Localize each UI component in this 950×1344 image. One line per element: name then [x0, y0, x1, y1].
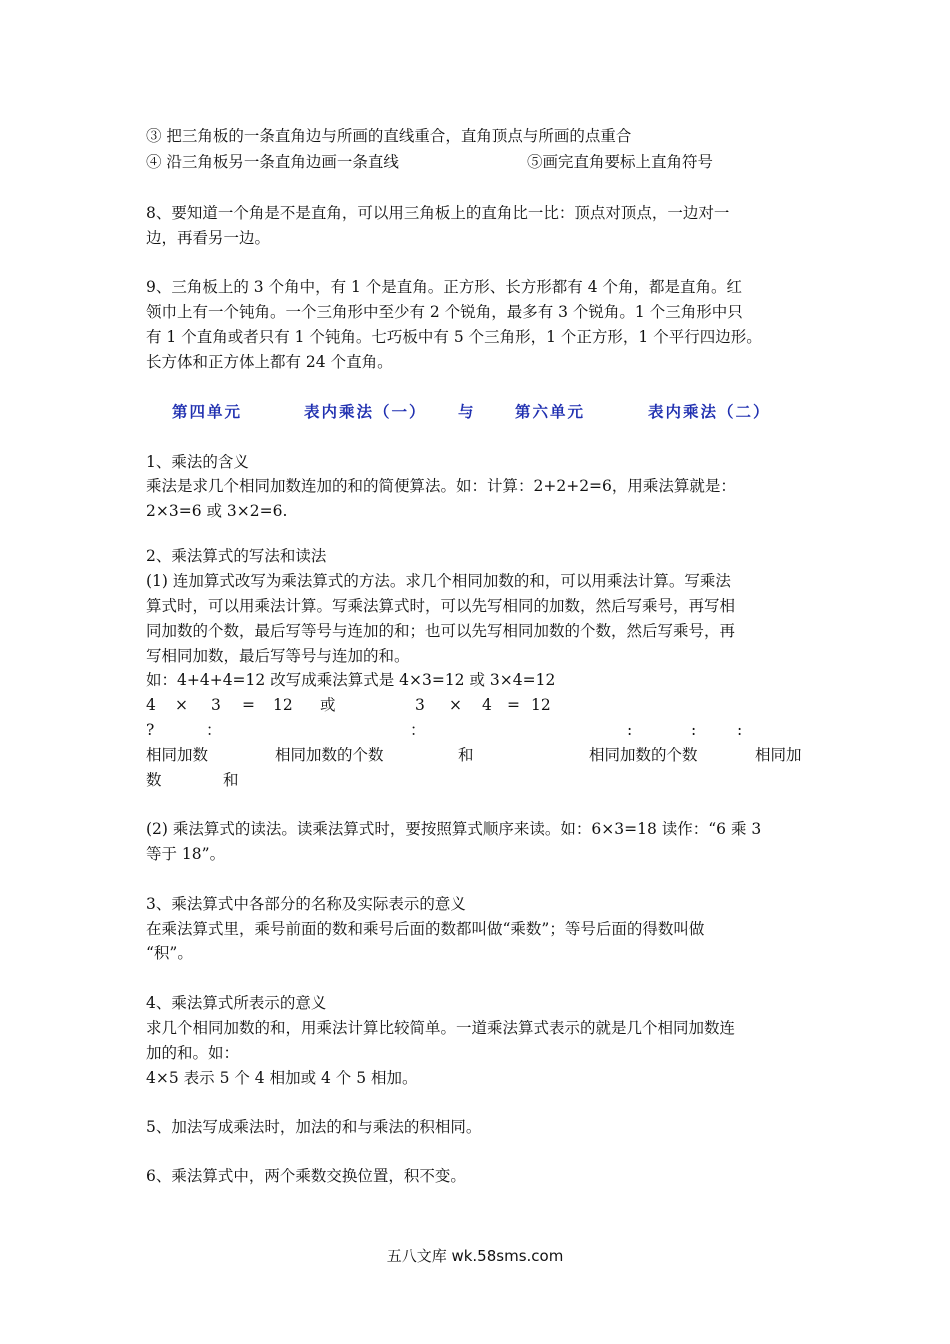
- section-4-line-2: 加的和。如：: [146, 1044, 240, 1062]
- section-2-example: 如：4+4+4=12 改写成乘法算式是 4×3=12 或 3×4=12: [146, 671, 556, 689]
- eq-mark: ：: [206, 721, 222, 739]
- eq-left-term: 3: [211, 696, 221, 714]
- footer-watermark: 五八文库 wk.58sms.com: [386, 1247, 564, 1265]
- section-3-line-2: “积”。: [146, 944, 193, 962]
- eq-label: 数: [146, 771, 162, 789]
- section-2-p1-line-2: 算式时，可以用乘法计算。写乘法算式时，可以先写相同的加数，然后写乘号，再写相: [146, 597, 736, 615]
- eq-right-term: 4: [482, 696, 492, 714]
- eq-mark: :: [627, 721, 633, 739]
- eq-left-term: 4: [146, 696, 156, 714]
- section-1-line-1: 乘法是求几个相同加数连加的和的简便算法。如：计算：2+2+2=6，用乘法算就是：: [146, 477, 736, 495]
- eq-mark: ?: [146, 721, 155, 739]
- section-1-line-2: 2×3=6 或 3×2=6.: [146, 502, 288, 520]
- section-2-p1-line-3: 同加数的个数，最后写等号与连加的和；也可以先写相同加数的个数，然后写乘号，再: [146, 622, 736, 640]
- eq-label: 相同加数的个数: [275, 746, 384, 764]
- eq-mark: :: [691, 721, 697, 739]
- item-8-line-1: 8、要知道一个角是不是直角，可以用三角板上的直角比一比：顶点对顶点，一边对一: [146, 204, 730, 222]
- step-4: ④ 沿三角板另一条直角边画一条直线: [146, 153, 399, 171]
- item-9-line-4: 长方体和正方体上都有 24 个直角。: [146, 353, 393, 371]
- step-3: ③ 把三角板的一条直角边与所画的直线重合，直角顶点与所画的点重合: [146, 127, 632, 145]
- eq-left-times: ×: [175, 696, 188, 714]
- item-9-line-2: 领巾上有一个钝角。一个三角形中至少有 2 个锐角，最多有 3 个锐角。1 个三角形中只: [146, 303, 743, 321]
- heading-unit-6: 第六单元: [515, 403, 586, 421]
- section-2-p2-line-2: 等于 18”。: [146, 845, 226, 863]
- heading-title-1: 表内乘法（一）: [304, 403, 427, 421]
- eq-right-result: 12: [531, 696, 551, 714]
- eq-or: 或: [320, 696, 336, 714]
- eq-left-result: 12: [273, 696, 293, 714]
- section-4-line-3: 4×5 表示 5 个 4 相加或 4 个 5 相加。: [146, 1069, 418, 1087]
- eq-mark: :: [737, 721, 743, 739]
- eq-label: 相同加: [755, 746, 802, 764]
- heading-and: 与: [458, 403, 476, 421]
- item-9-line-1: 9、三角板上的 3 个角中，有 1 个是直角。正方形、长方形都有 4 个角，都是直角。红: [146, 278, 743, 296]
- eq-label: 和: [458, 746, 474, 764]
- eq-label: 和: [223, 771, 239, 789]
- section-3-title: 3、乘法算式中各部分的名称及实际表示的意义: [146, 895, 466, 913]
- section-4-title: 4、乘法算式所表示的意义: [146, 994, 327, 1012]
- section-2-title: 2、乘法算式的写法和读法: [146, 547, 327, 565]
- section-3-line-1: 在乘法算式里，乘号前面的数和乘号后面的数都叫做“乘数”；等号后面的得数叫做: [146, 920, 705, 938]
- section-5-text: 5、加法写成乘法时，加法的和与乘法的积相同。: [146, 1118, 482, 1136]
- section-2-p1-line-1: (1) 连加算式改写为乘法算式的方法。求几个相同加数的和，可以用乘法计算。写乘法: [146, 572, 731, 590]
- section-1-title: 1、乘法的含义: [146, 453, 249, 471]
- eq-right-equals: =: [507, 696, 520, 714]
- heading-unit-4: 第四单元: [172, 403, 243, 421]
- eq-left-equals: =: [242, 696, 255, 714]
- heading-title-2: 表内乘法（二）: [648, 403, 771, 421]
- eq-right-term: 3: [415, 696, 425, 714]
- step-5: ⑤画完直角要标上直角符号: [527, 153, 714, 171]
- item-8-line-2: 边，再看另一边。: [146, 229, 271, 247]
- eq-label: 相同加数: [146, 746, 209, 764]
- section-2-p1-line-4: 写相同加数，最后写等号与连加的和。: [146, 647, 410, 665]
- section-4-line-1: 求几个相同加数的和，用乘法计算比较简单。一道乘法算式表示的就是几个相同加数连: [146, 1019, 736, 1037]
- item-9-line-3: 有 1 个直角或者只有 1 个钝角。七巧板中有 5 个三角形，1 个正方形，1 个平行四边形。: [146, 328, 762, 346]
- section-2-p2-line-1: (2) 乘法算式的读法。读乘法算式时，要按照算式顺序来读。如：6×3=18 读作：“6 乘 3: [146, 820, 762, 838]
- eq-mark: ：: [410, 721, 426, 739]
- eq-label: 相同加数的个数: [589, 746, 698, 764]
- eq-right-times: ×: [449, 696, 462, 714]
- section-6-text: 6、乘法算式中，两个乘数交换位置，积不变。: [146, 1167, 466, 1185]
